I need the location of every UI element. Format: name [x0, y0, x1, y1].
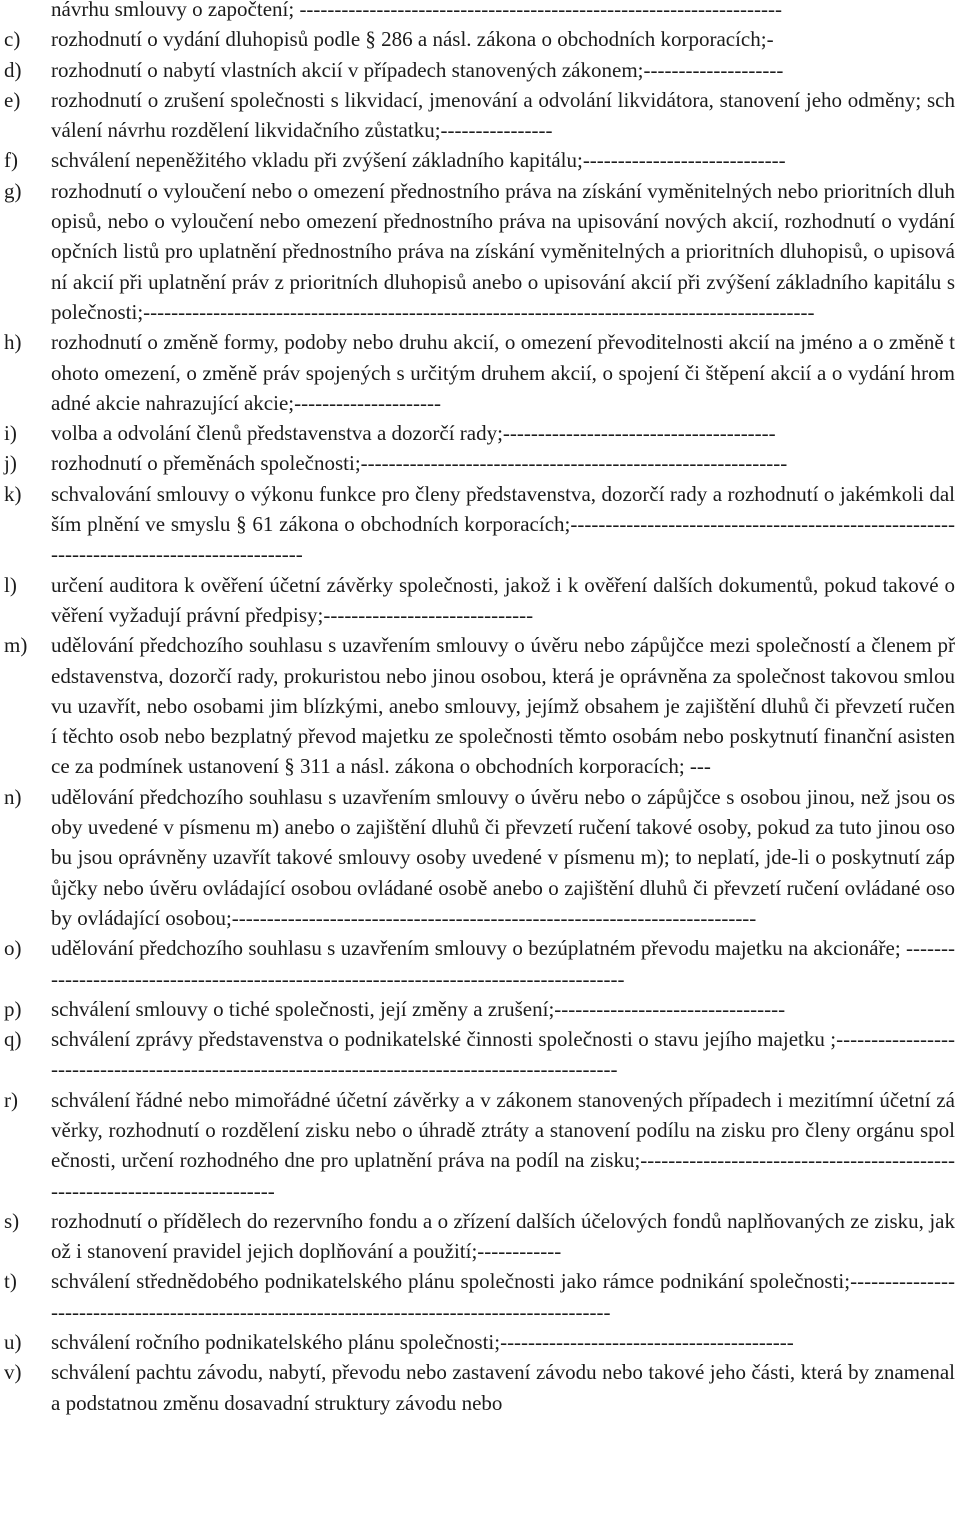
- list-item: [0, 1085, 960, 1206]
- clause-text: udělování předchozího souhlasu s uzavřením smlouvy o bezúplatném převodu majetku na akcionáře; -----------------------------------------------------------------------------------------: [51, 936, 955, 991]
- clause-text: volba a odvolání členů představenstva a dozorčí rady;---------------------------------------: [51, 421, 776, 446]
- clause-text: rozhodnutí o zrušení společnosti s likvidací, jmenování a odvolání likvidátora, stanovení jeho odměny; schválení návrhu rozdělení likvidačního zůstatku;----------------: [51, 87, 955, 143]
- list-item: [0, 0, 960, 24]
- clause-text: udělování předchozího souhlasu s uzavřením smlouvy o úvěru nebo zápůjčce mezi společností a členem představenstva, dozorčí rady, prokuristou nebo jinou osobou, která je oprávněna za společnost takovou smlouvu uzavřít, nebo osobami jim blízkými, anebo smlouvy, jejímž obsahem je zajištění dluhů či převzetí ručení těchto osob nebo bezplatný převod majetku ze společnosti těmto osobám nebo poskytnutí finanční asistence za podmínek ustanovení § 311 a násl. zákona o obchodních korporacích; ---: [51, 633, 955, 779]
- list-item: [0, 1024, 960, 1085]
- list-item: [0, 327, 960, 418]
- clause-letter: l): [4, 572, 17, 597]
- clause-letter: m): [4, 633, 28, 658]
- list-item: [0, 1357, 960, 1418]
- clause-text: schvalování smlouvy o výkonu funkce pro členy představenstva, dozorčí rady a rozhodnutí o jakémkoli dalším plnění ve smyslu § 61 zákona o obchodních korporacích;-------------------------------------------------------------------------------------------: [51, 481, 955, 567]
- clause-letter: o): [4, 936, 22, 961]
- clause-text: určení auditora k ověření účetní závěrky společnosti, jakož i k ověření dalších dokumentů, pokud takové ověření vyžadují právní předpisy;------------------------------: [51, 572, 955, 627]
- list-item: [0, 448, 960, 478]
- list-item: [0, 85, 960, 146]
- clause-letter: f): [4, 148, 18, 173]
- clause-text: schválení smlouvy o tiché společnosti, její změny a zrušení;---------------------------------: [51, 996, 786, 1021]
- clause-letter: e): [4, 87, 21, 112]
- clause-text: rozhodnutí o přídělech do rezervního fondu a o zřízení dalších účelových fondů naplňovaných ze zisku, jakož i stanovení pravidel jejich doplňování a použití;------------: [51, 1208, 955, 1264]
- clause-letter: s): [4, 1208, 20, 1233]
- clause-letter: t): [4, 1269, 17, 1294]
- clause-letter: g): [4, 178, 22, 203]
- clause-letter: p): [4, 996, 22, 1021]
- clause-letter: i): [4, 421, 17, 446]
- clause-text: rozhodnutí o nabytí vlastních akcií v případech stanovených zákonem;--------------------: [51, 57, 784, 82]
- list-item: [0, 55, 960, 85]
- clause-text: schválení zprávy představenstva o podnikatelské činnosti společnosti o stavu jejího majetku ;--------------------------------------------------------------------------------------------------: [51, 1027, 955, 1082]
- clause-letter: r): [4, 1087, 18, 1112]
- list-item: [0, 24, 960, 54]
- clause-text: návrhu smlouvy o započtení; ---------------------------------------------------------------------: [51, 0, 782, 21]
- list-item: [0, 1266, 960, 1327]
- clause-letter: v): [4, 1360, 22, 1385]
- clause-text: rozhodnutí o vydání dluhopisů podle § 286 a násl. zákona o obchodních korporacích;-: [51, 27, 774, 52]
- list-item: [0, 933, 960, 994]
- list-item: [0, 1206, 960, 1267]
- list-item: [0, 630, 960, 781]
- list-item: [0, 570, 960, 631]
- clause-text: schválení ročního podnikatelského plánu společnosti;------------------------------------------: [51, 1330, 794, 1355]
- clause-letter: n): [4, 784, 22, 809]
- list-item: [0, 782, 960, 933]
- clause-letter: d): [4, 57, 22, 82]
- clause-text: schválení střednědobého podnikatelského plánu společnosti jako rámce podnikání společnosti;-----------------------------------------------------------------------------------------------: [51, 1269, 955, 1324]
- clause-letter: c): [4, 27, 21, 52]
- list-item: [0, 994, 960, 1024]
- list-item: [0, 176, 960, 327]
- list-item: [0, 145, 960, 175]
- clause-letter: k): [4, 481, 22, 506]
- list-item: [0, 418, 960, 448]
- clause-text: schválení pachtu závodu, nabytí, převodu nebo zastavení závodu nebo takové jeho části, která by znamenala podstatnou změnu dosavadní struktury závodu nebo: [51, 1360, 955, 1415]
- clause-letter: q): [4, 1027, 22, 1052]
- clause-text: rozhodnutí o vyloučení nebo o omezení přednostního práva na získání vyměnitelných nebo prioritních dluhopisů, nebo o vyloučení nebo omezení přednostního práva na upisování nových akcií, rozhodnutí o vydání opčních listů pro uplatnění přednostního práva na získání vyměnitelných a prioritních dluhopisů, o upisování akcií při uplatnění práv z prioritních dluhopisů anebo o upisování akcií při zvýšení základního kapitálu společnosti;------------------------------------------------------------------------------------------------: [51, 178, 955, 324]
- clause-letter: u): [4, 1330, 22, 1355]
- clause-letter: j): [4, 451, 17, 476]
- clause-text: schválení řádné nebo mimořádné účetní závěrky a v zákonem stanovených případech i mezitímní účetní závěrky, rozhodnutí o rozdělení zisku nebo o úhradě ztráty a stanovení podílu na zisku pro členy orgánu společnosti, určení rozhodného dne pro uplatnění práva na podíl na zisku;-----------------------------------------------------------------------------: [51, 1087, 955, 1203]
- list-item: [0, 1327, 960, 1357]
- clause-text: rozhodnutí o změně formy, podoby nebo druhu akcií, o omezení převoditelnosti akcií na jméno a o změně tohoto omezení, o změně práv spojených s určitým druhem akcií, o spojení či štěpení akcií a o vydání hromadné akcie nahrazující akcie;---------------------: [51, 330, 955, 415]
- clause-letter: h): [4, 330, 22, 355]
- list-item: [0, 479, 960, 570]
- clause-text: rozhodnutí o přeměnách společnosti;-------------------------------------------------------------: [51, 451, 788, 476]
- clause-text: schválení nepeněžitého vkladu při zvýšení základního kapitálu;-----------------------------: [51, 148, 786, 173]
- clause-text: udělování předchozího souhlasu s uzavřením smlouvy o úvěru nebo o zápůjčce s osobou jinou, než jsou osoby uvedené v písmenu m) anebo o zajištění dluhů či převzetí ručení takové osoby, pokud za tuto jinou osobu jsou oprávněny uzavřít takové smlouvy osoby uvedené v písmenu m); to neplatí, jde-li o poskytnutí zápůjčky nebo úvěru ovládající osobou ovládané osobě anebo o zajištění dluhů či převzetí ručení ovládané osoby ovládající osobou;---------------------------------------------------------------------------: [51, 784, 955, 930]
